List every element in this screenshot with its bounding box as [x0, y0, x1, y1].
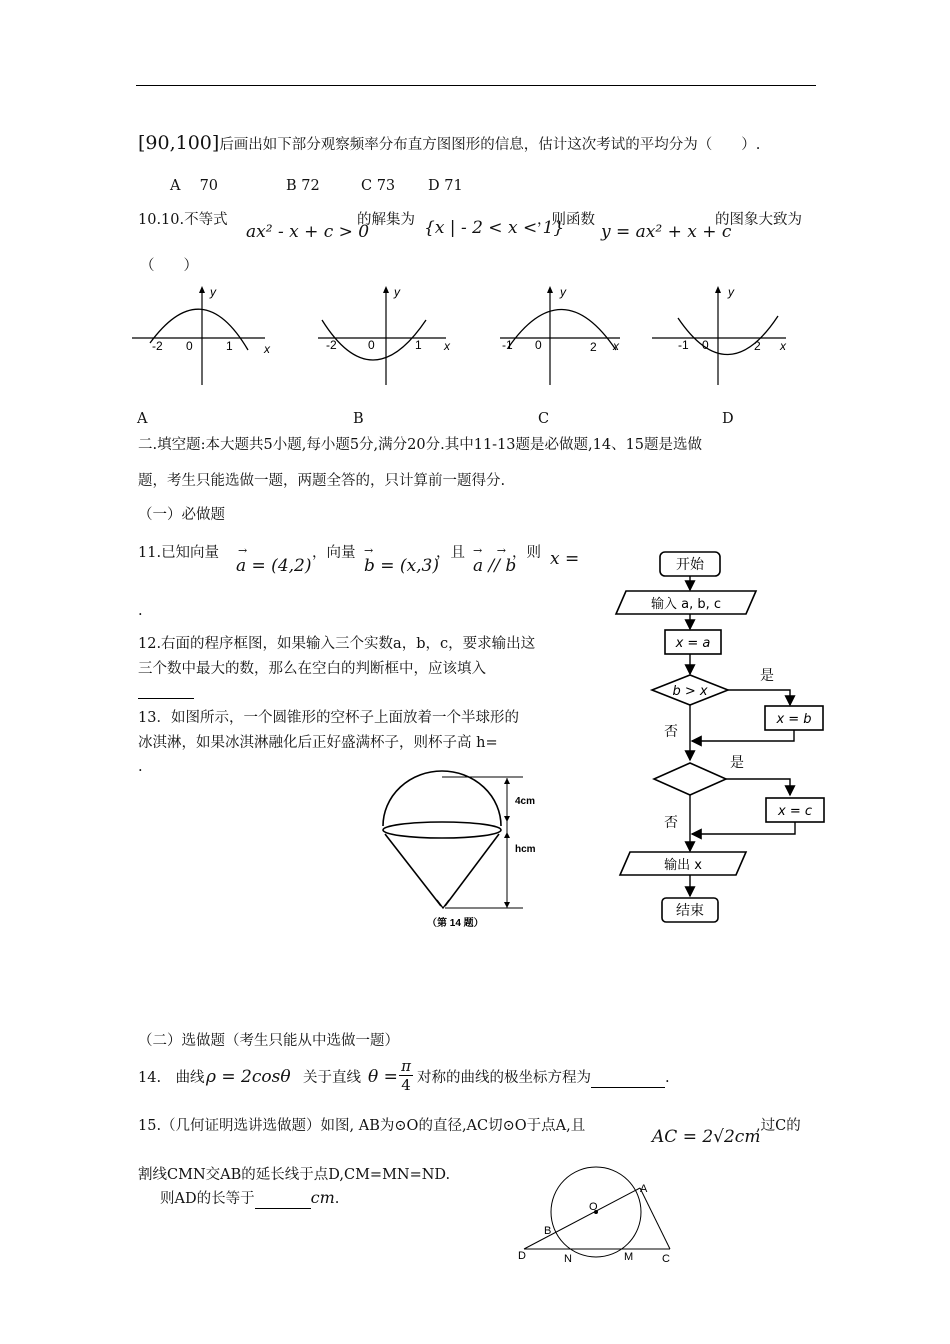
section2-required: （一）必做题: [138, 507, 225, 523]
q11-vec-a-arrow: →: [238, 544, 248, 557]
fc-merge1-line: [692, 730, 794, 741]
q13-line-2: 冰淇淋，如果冰淇淋融化后正好盛满杯子，则杯子高 h=: [138, 735, 498, 751]
graph-c-caption: C: [538, 411, 550, 427]
flowchart: [610, 545, 835, 930]
q15-line-3-text: 则AD的长等于: [160, 1191, 255, 1207]
label-a: A: [640, 1183, 648, 1195]
fc-end-label: 结束: [676, 903, 704, 919]
label-4cm: 4cm: [515, 796, 536, 807]
hemisphere-dome: [383, 771, 501, 826]
graph-c: [500, 285, 620, 385]
label-d: D: [518, 1250, 526, 1262]
graph-b-caption: B: [353, 411, 364, 427]
fc-yes2-line: [726, 779, 790, 795]
graph-a: [132, 285, 271, 385]
q13-figure: [375, 768, 555, 930]
q10-text3: ，则函数: [537, 212, 595, 228]
graph-d-caption: D: [722, 411, 734, 427]
fc-start-label: 开始: [676, 557, 704, 573]
q10-graphs: [130, 280, 820, 395]
graph-a-tick-3: 1: [226, 339, 233, 353]
graph-b-tick-1: -2: [326, 338, 337, 352]
q10-function: y = ax² + x + c: [601, 222, 732, 242]
q10-text1: 不等式: [184, 212, 228, 228]
fc-cond1-label: b > x: [672, 684, 708, 699]
figure-caption: （第 14 题）: [427, 918, 484, 929]
graph-a-caption: A: [137, 411, 148, 427]
dim-arrow-mid-down: [504, 832, 510, 838]
q11-text2: ，向量: [312, 545, 356, 561]
header-rule: [136, 85, 816, 86]
graph-a-tick-1: -2: [152, 339, 163, 353]
q11-parallel: a // b: [473, 556, 517, 576]
q14-fraction: [398, 1057, 414, 1094]
section2-heading-1: 二.填空题:本大题共5小题,每小题5分,满分20分.其中11-13题是必做题,14、15题是选做: [138, 437, 703, 453]
q15-blank: [255, 1191, 311, 1209]
graph-b: [318, 285, 451, 385]
q11-vec-b: b = (x,3): [364, 556, 440, 576]
graph-c-tick-2: 0: [535, 338, 542, 352]
q11-parallel-arrows: → →: [473, 544, 506, 557]
q15-ac-expr: AC = 2√2cm: [652, 1127, 761, 1147]
fc-merge2-line: [692, 822, 795, 834]
label-o: O: [589, 1201, 598, 1213]
q11-line: [138, 545, 219, 562]
fc-assign3-label: x = c: [778, 804, 812, 819]
q11-vec-a: a = (4,2): [236, 556, 312, 576]
q14-number: 14.: [138, 1070, 162, 1086]
q14-blank: [591, 1070, 665, 1088]
fc-yes1-label: 是: [760, 668, 774, 684]
label-c: C: [662, 1253, 670, 1265]
label-hcm: hcm: [515, 844, 536, 855]
label-m: M: [624, 1251, 634, 1263]
graph-b-y-arrow: [383, 286, 389, 293]
q14-text3-line: [417, 1070, 670, 1088]
section2-heading-2: 题，考生只能选做一题，两题全答的，只计算前一题得分.: [138, 473, 506, 489]
line-ac: [640, 1188, 670, 1249]
q14-curve: ρ = 2cosθ: [206, 1067, 291, 1087]
q9-text: 后画出如下部分观察频率分布直方图图形的信息，估计这次考试的平均分为（ ）.: [219, 137, 761, 153]
q15-unit: cm: [310, 1188, 335, 1207]
graph-d-y-arrow: [715, 286, 721, 293]
label-b: B: [544, 1225, 552, 1237]
q9-option-c: C 73: [361, 178, 396, 194]
q11-answer: x =: [550, 549, 580, 569]
q10-line: [138, 212, 228, 229]
dim-arrow-top: [504, 778, 510, 784]
q15-line-3: [160, 1188, 339, 1209]
graph-b-x-label: x: [444, 339, 450, 353]
graph-d-curve: [678, 316, 778, 355]
q10-text4: 的图象大致为: [715, 212, 802, 228]
graph-c-tick-1: -1: [502, 338, 513, 352]
q15-period: .: [334, 1191, 340, 1207]
dim-arrow-mid-up: [504, 816, 510, 822]
fc-assign2-label: x = b: [776, 712, 812, 727]
q11-text1: 已知向量: [161, 545, 220, 561]
q11-text4: ，则: [512, 545, 541, 561]
q11-period: .: [138, 603, 143, 619]
fc-no2-label: 否: [664, 815, 678, 831]
q14-lead: [138, 1070, 205, 1087]
q12-blank: [138, 698, 194, 699]
q15-line-2: 割线CMN交AB的延长线于点D,CM=MN=ND.: [138, 1167, 451, 1183]
graph-a-x-label: x: [264, 342, 270, 356]
q10-paren: （ ）: [140, 258, 198, 274]
q14-frac-num: π: [401, 1057, 411, 1075]
q13-line-1: 13．如图所示，一个圆锥形的空杯子上面放着一个半球形的: [138, 710, 519, 726]
graph-d-x-label: x: [780, 339, 786, 353]
section2-optional: （二）选做题（考生只能从中选做一题）: [138, 1033, 399, 1049]
fc-cond2-diamond-blank: [654, 763, 726, 795]
q15-line-1-end: ,过C的: [756, 1118, 801, 1134]
dim-arrow-bottom: [504, 902, 510, 908]
q14-text3: 对称的曲线的极坐标方程为: [417, 1070, 591, 1086]
graph-c-curve: [508, 309, 616, 350]
q14-line-lhs: θ =: [368, 1067, 398, 1087]
q15-figure: [510, 1162, 685, 1272]
q11-number: 11.: [138, 545, 162, 561]
q9-option-b: B 72: [286, 178, 320, 194]
q14-frac-den: 4: [401, 1076, 411, 1094]
graph-a-y-label: y: [210, 285, 216, 299]
q15-line-1: 15.（几何证明选讲选做题）如图, AB为⊙O的直径,AC切⊙O于点A,且: [138, 1118, 586, 1134]
fc-yes2-label: 是: [730, 755, 744, 771]
graph-c-x-label: x: [613, 339, 619, 353]
graph-c-y-label: y: [560, 285, 566, 299]
q9-option-d: D 71: [428, 178, 463, 194]
graph-d: [652, 285, 787, 385]
graph-c-y-arrow: [547, 286, 553, 293]
q14-text2: 关于直线: [303, 1070, 361, 1086]
q11-text3: ，且: [436, 545, 465, 561]
graph-c-tick-3: 2: [590, 340, 597, 354]
q14-text1: 曲线: [175, 1070, 205, 1086]
graph-d-tick-2: 0: [702, 338, 709, 352]
label-n: N: [564, 1253, 572, 1265]
fc-assign1-label: x = a: [675, 636, 711, 651]
graph-a-tick-2: 0: [186, 339, 193, 353]
q12-line-1: 12.右面的程序框图，如果输入三个实数a，b，c，要求输出这: [138, 636, 536, 652]
fc-output-label: 输出 x: [664, 858, 702, 873]
cone-left-side: [385, 834, 441, 906]
q10-inequality: ax² - x + c > 0: [246, 222, 370, 242]
cup-rim: [383, 822, 501, 838]
q11-vec-b-arrow: →: [364, 544, 374, 557]
graph-d-tick-1: -1: [678, 338, 689, 352]
graph-b-tick-3: 1: [415, 338, 422, 352]
graph-b-tick-2: 0: [368, 338, 375, 352]
graph-a-y-arrow: [199, 286, 205, 293]
q10-solution-set: {x | - 2 < x < 1}: [424, 218, 565, 238]
fc-input-label: 输入 a, b, c: [650, 597, 722, 612]
q9-line: [138, 132, 760, 155]
q10-number: 10.10.: [138, 212, 185, 228]
graph-b-y-label: y: [394, 285, 400, 299]
line-da: [524, 1188, 640, 1249]
q9-option-a: A 70: [170, 178, 219, 194]
graph-d-y-label: y: [728, 285, 734, 299]
fc-yes1-line: [728, 690, 790, 705]
cone-right-side: [445, 834, 499, 906]
q12-line-2: 三个数中最大的数，那么在空白的判断框中，应该填入: [138, 661, 486, 677]
q14-period: .: [665, 1070, 670, 1086]
fc-no1-label: 否: [664, 724, 678, 740]
q9-interval: [90,100]: [138, 132, 220, 154]
q10-text2: 的解集为: [357, 212, 415, 228]
graph-a-curve: [150, 309, 248, 350]
graph-d-tick-3: 2: [754, 339, 761, 353]
q13-period: .: [138, 759, 143, 775]
